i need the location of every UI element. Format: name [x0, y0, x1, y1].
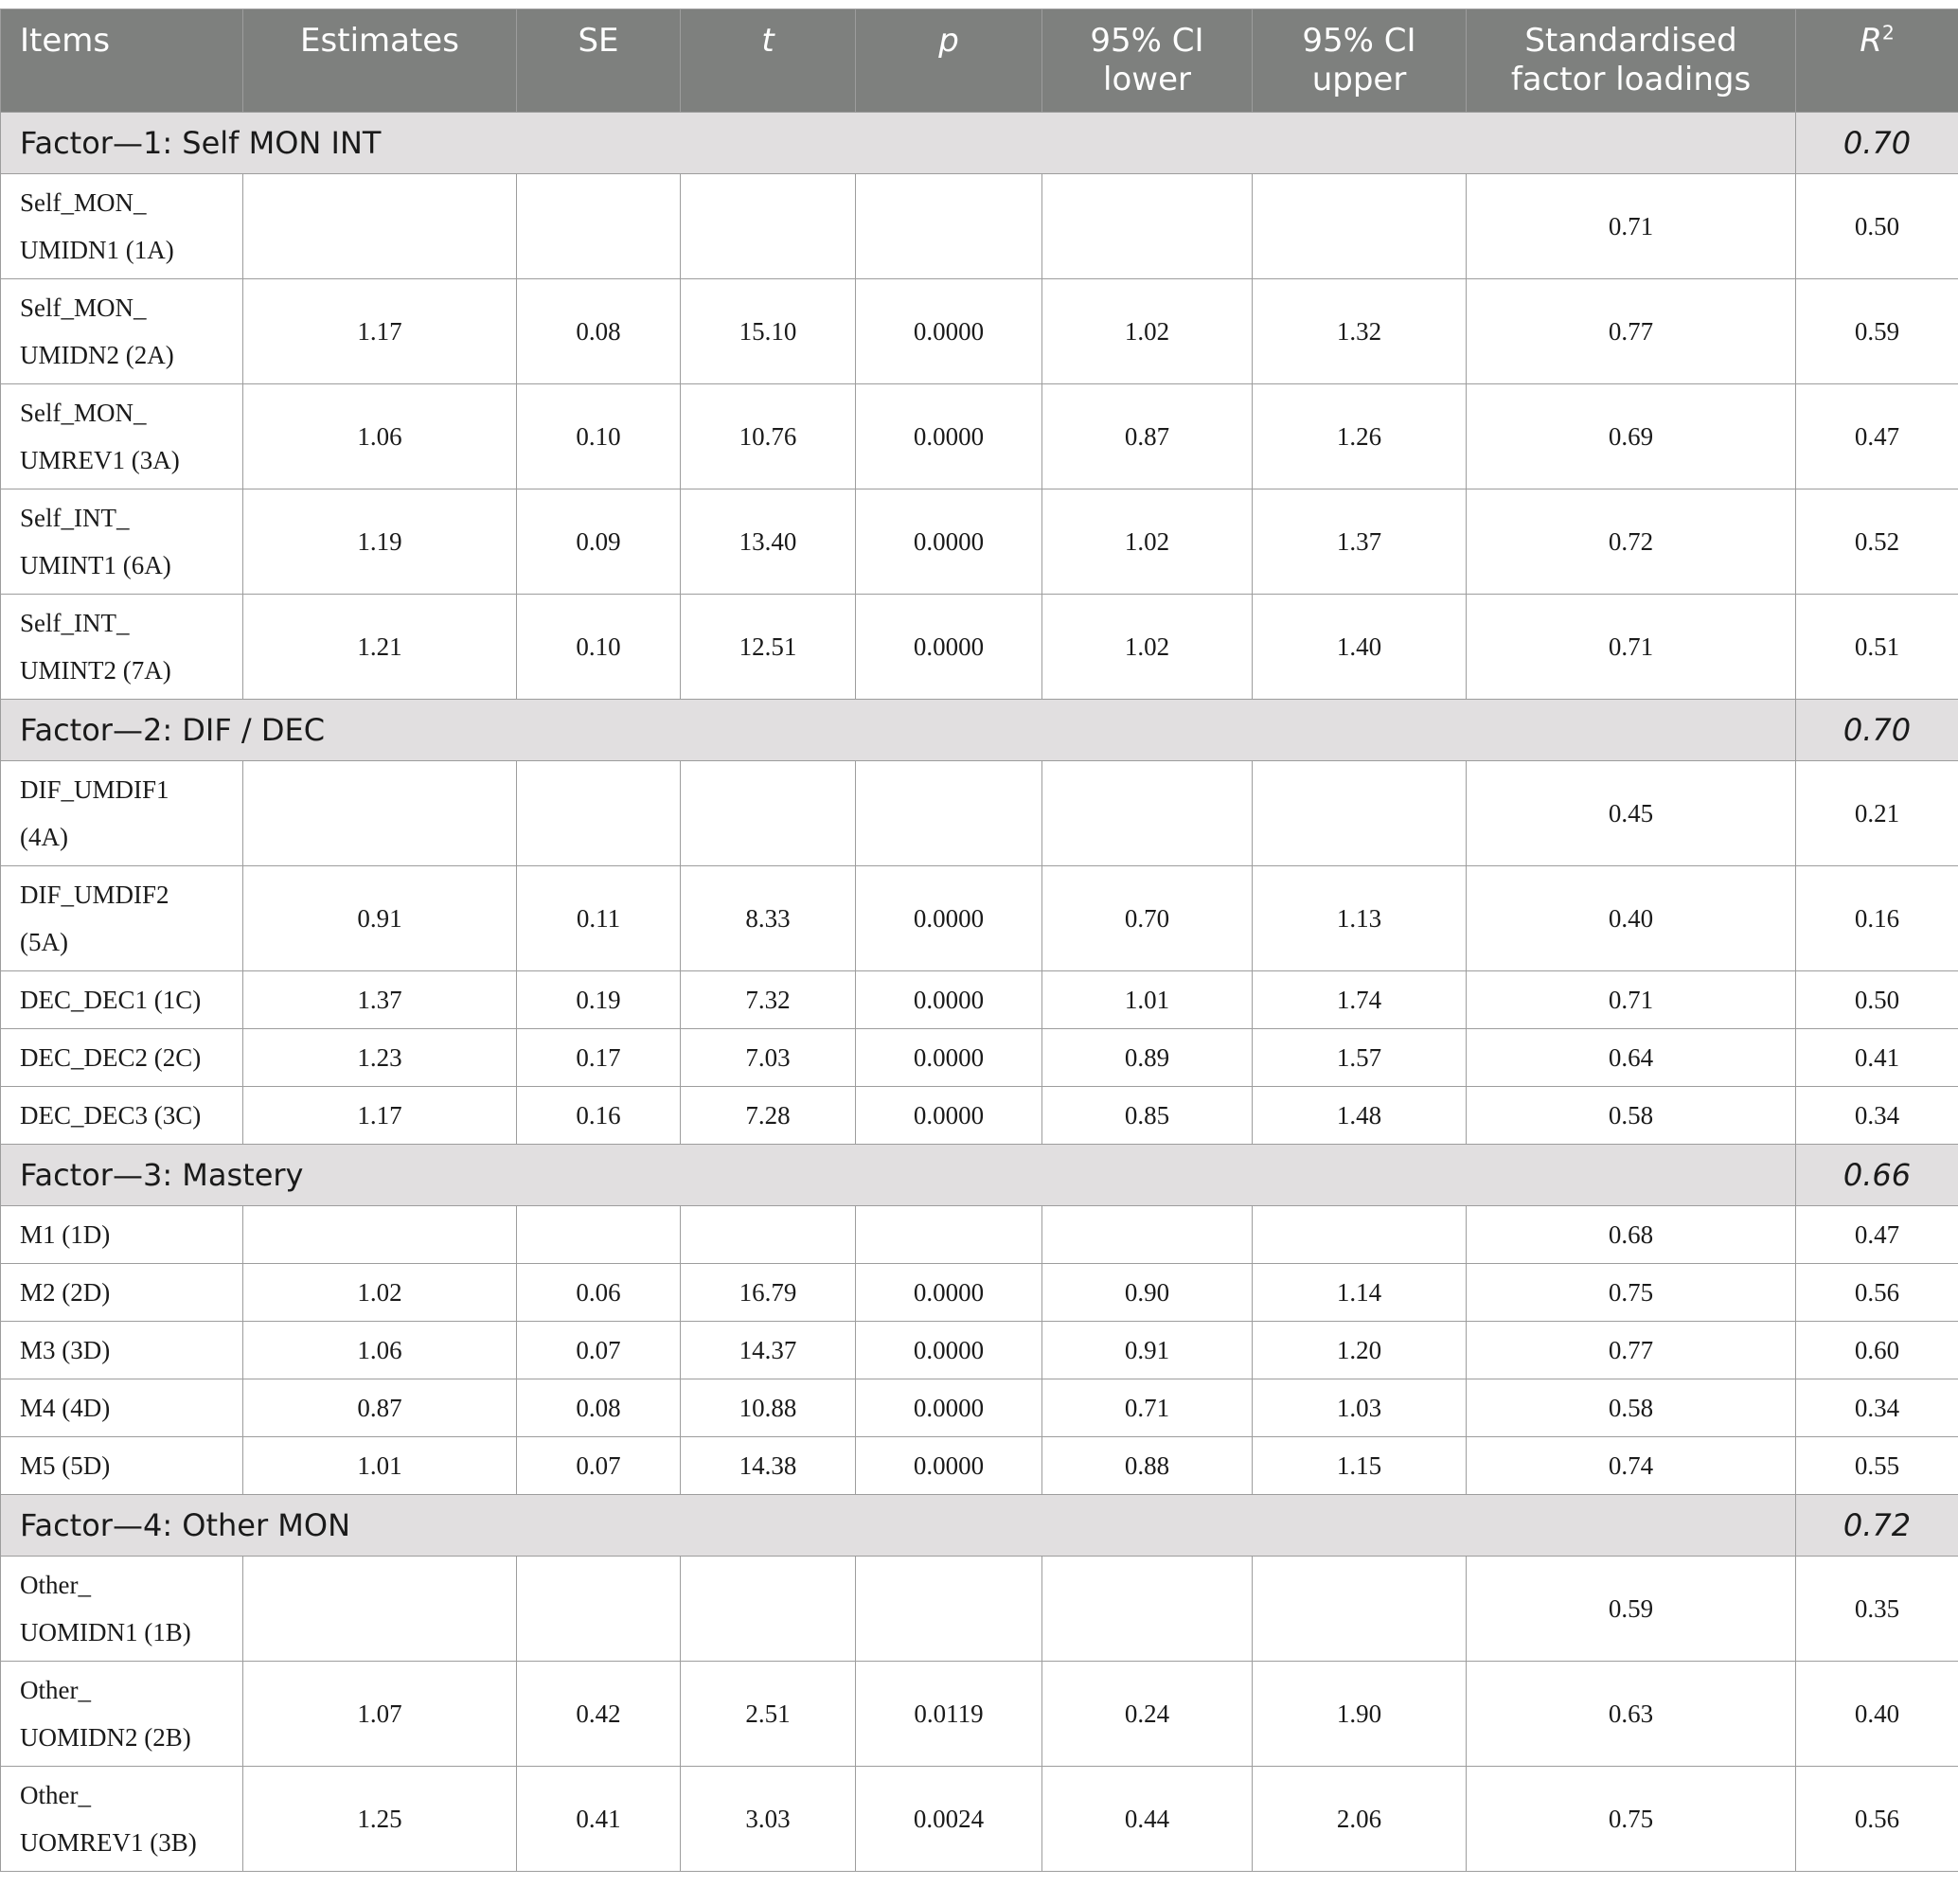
ci-upper-cell: 1.20 — [1253, 1322, 1467, 1379]
factor-r-squared: 0.70 — [1796, 113, 1958, 174]
item-line2: UMREV1 (3A) — [20, 446, 180, 474]
item-cell — [1, 866, 243, 971]
p-cell — [856, 174, 1042, 279]
ci-lower-cell: 0.70 — [1042, 866, 1253, 971]
std-loading-cell: 0.64 — [1467, 1029, 1796, 1087]
item-cell: M1 (1D) — [1, 1206, 243, 1264]
p-cell: 0.0000 — [856, 1029, 1042, 1087]
header-estimates: Estimates — [243, 9, 517, 113]
header-se: SE — [517, 9, 681, 113]
table-body — [1, 113, 1958, 1872]
estimate-cell — [243, 1206, 517, 1264]
header-ci-lower-line2: lower — [1103, 61, 1191, 98]
estimate-cell: 1.19 — [243, 489, 517, 595]
ci-lower-cell — [1042, 1557, 1253, 1662]
se-cell: 0.11 — [517, 866, 681, 971]
ci-lower-cell — [1042, 1206, 1253, 1264]
p-cell: 0.0000 — [856, 971, 1042, 1029]
p-cell — [856, 761, 1042, 866]
std-loading-cell: 0.58 — [1467, 1379, 1796, 1437]
ci-upper-cell: 1.37 — [1253, 489, 1467, 595]
item-cell — [1, 761, 243, 866]
std-loading-cell: 0.59 — [1467, 1557, 1796, 1662]
item-cell: M2 (2D) — [1, 1264, 243, 1322]
factor-row — [1, 113, 1958, 174]
factor-r-squared: 0.70 — [1796, 700, 1958, 761]
r-squared-cell: 0.55 — [1796, 1437, 1958, 1495]
estimate-cell — [243, 761, 517, 866]
item-line1: Self_MON_ — [20, 188, 147, 217]
header-ci-lower-line1: 95% CI — [1090, 22, 1203, 60]
std-loading-cell: 0.71 — [1467, 971, 1796, 1029]
item-cell: DEC_DEC2 (2C) — [1, 1029, 243, 1087]
factor-r-squared: 0.72 — [1796, 1495, 1958, 1557]
estimate-cell: 1.01 — [243, 1437, 517, 1495]
t-cell: 10.76 — [681, 384, 856, 489]
ci-upper-cell: 1.13 — [1253, 866, 1467, 971]
r-squared-cell: 0.50 — [1796, 971, 1958, 1029]
r-squared-cell: 0.34 — [1796, 1087, 1958, 1145]
se-cell: 0.07 — [517, 1437, 681, 1495]
table-row — [1, 279, 1958, 384]
factor-row — [1, 1495, 1958, 1557]
ci-upper-cell — [1253, 174, 1467, 279]
ci-upper-cell — [1253, 1557, 1467, 1662]
header-ci-upper-line1: 95% CI — [1302, 22, 1415, 60]
table-row — [1, 1557, 1958, 1662]
estimate-cell — [243, 174, 517, 279]
p-cell: 0.0000 — [856, 384, 1042, 489]
ci-upper-cell: 1.57 — [1253, 1029, 1467, 1087]
estimate-cell: 1.06 — [243, 384, 517, 489]
ci-upper-cell: 1.14 — [1253, 1264, 1467, 1322]
ci-upper-cell — [1253, 1206, 1467, 1264]
r-squared-cell: 0.35 — [1796, 1557, 1958, 1662]
r-squared-cell: 0.16 — [1796, 866, 1958, 971]
header-r2-label: R — [1860, 22, 1882, 60]
item-cell — [1, 279, 243, 384]
header-ci-upper-line2: upper — [1312, 61, 1407, 98]
table-row — [1, 866, 1958, 971]
p-cell — [856, 1206, 1042, 1264]
header-r-squared — [1796, 9, 1958, 113]
ci-upper-cell: 1.32 — [1253, 279, 1467, 384]
r-squared-cell: 0.47 — [1796, 384, 1958, 489]
item-line2: (4A) — [20, 823, 68, 851]
se-cell: 0.17 — [517, 1029, 681, 1087]
r-squared-cell: 0.59 — [1796, 279, 1958, 384]
std-loading-cell: 0.69 — [1467, 384, 1796, 489]
estimate-cell: 1.17 — [243, 279, 517, 384]
item-line2: UOMIDN1 (1B) — [20, 1618, 191, 1646]
factor-label: Factor—2: DIF / DEC — [1, 700, 1796, 761]
item-line1: Other_ — [20, 1571, 91, 1599]
r-squared-cell: 0.56 — [1796, 1264, 1958, 1322]
t-cell: 10.88 — [681, 1379, 856, 1437]
item-cell: M5 (5D) — [1, 1437, 243, 1495]
ci-lower-cell: 0.89 — [1042, 1029, 1253, 1087]
std-loading-cell: 0.58 — [1467, 1087, 1796, 1145]
item-line1: Self_MON_ — [20, 399, 147, 427]
factor-label: Factor—1: Self MON INT — [1, 113, 1796, 174]
table-row — [1, 1206, 1958, 1264]
table-row — [1, 1322, 1958, 1379]
r-squared-cell: 0.50 — [1796, 174, 1958, 279]
r-squared-cell: 0.40 — [1796, 1662, 1958, 1767]
ci-lower-cell: 0.91 — [1042, 1322, 1253, 1379]
item-cell — [1, 1767, 243, 1872]
item-cell — [1, 384, 243, 489]
ci-lower-cell: 0.85 — [1042, 1087, 1253, 1145]
p-cell: 0.0000 — [856, 1264, 1042, 1322]
item-line2: UOMREV1 (3B) — [20, 1828, 197, 1857]
ci-lower-cell: 1.01 — [1042, 971, 1253, 1029]
item-cell: M4 (4D) — [1, 1379, 243, 1437]
table-header — [1, 9, 1958, 113]
t-cell: 8.33 — [681, 866, 856, 971]
r-squared-cell: 0.60 — [1796, 1322, 1958, 1379]
item-line1: Other_ — [20, 1676, 91, 1704]
table-row — [1, 1437, 1958, 1495]
item-cell: DEC_DEC3 (3C) — [1, 1087, 243, 1145]
ci-upper-cell: 1.48 — [1253, 1087, 1467, 1145]
ci-lower-cell: 0.90 — [1042, 1264, 1253, 1322]
table-row — [1, 1379, 1958, 1437]
se-cell: 0.08 — [517, 1379, 681, 1437]
estimate-cell: 1.06 — [243, 1322, 517, 1379]
t-cell: 14.37 — [681, 1322, 856, 1379]
t-cell: 15.10 — [681, 279, 856, 384]
std-loading-cell: 0.77 — [1467, 279, 1796, 384]
r-squared-cell: 0.56 — [1796, 1767, 1958, 1872]
item-line2: UOMIDN2 (2B) — [20, 1723, 191, 1752]
se-cell — [517, 761, 681, 866]
p-cell: 0.0000 — [856, 1322, 1042, 1379]
header-t-label: t — [761, 22, 774, 60]
ci-upper-cell: 2.06 — [1253, 1767, 1467, 1872]
r-squared-cell: 0.34 — [1796, 1379, 1958, 1437]
item-cell — [1, 1662, 243, 1767]
se-cell — [517, 174, 681, 279]
se-cell: 0.42 — [517, 1662, 681, 1767]
r-squared-cell: 0.21 — [1796, 761, 1958, 866]
p-cell: 0.0000 — [856, 279, 1042, 384]
p-cell: 0.0000 — [856, 1437, 1042, 1495]
p-cell: 0.0000 — [856, 1087, 1042, 1145]
table-row — [1, 1029, 1958, 1087]
r-squared-cell: 0.47 — [1796, 1206, 1958, 1264]
std-loading-cell: 0.71 — [1467, 174, 1796, 279]
estimate-cell: 0.91 — [243, 866, 517, 971]
item-line2: (5A) — [20, 928, 68, 956]
t-cell: 13.40 — [681, 489, 856, 595]
ci-lower-cell: 1.02 — [1042, 595, 1253, 700]
t-cell — [681, 1557, 856, 1662]
ci-lower-cell: 0.87 — [1042, 384, 1253, 489]
header-r2-superscript: 2 — [1882, 22, 1895, 44]
std-loading-cell: 0.75 — [1467, 1264, 1796, 1322]
t-cell — [681, 1206, 856, 1264]
factor-row — [1, 1145, 1958, 1206]
item-cell — [1, 489, 243, 595]
se-cell: 0.19 — [517, 971, 681, 1029]
estimate-cell: 1.25 — [243, 1767, 517, 1872]
item-cell — [1, 1557, 243, 1662]
ci-upper-cell: 1.03 — [1253, 1379, 1467, 1437]
ci-upper-cell — [1253, 761, 1467, 866]
header-items: Items — [1, 9, 243, 113]
item-line2: UMINT1 (6A) — [20, 551, 171, 579]
item-line1: Self_INT_ — [20, 609, 129, 637]
item-line2: UMIDN2 (2A) — [20, 341, 174, 369]
item-line2: UMIDN1 (1A) — [20, 236, 174, 264]
table-row — [1, 174, 1958, 279]
ci-upper-cell: 1.74 — [1253, 971, 1467, 1029]
ci-upper-cell: 1.40 — [1253, 595, 1467, 700]
ci-upper-cell: 1.15 — [1253, 1437, 1467, 1495]
t-cell: 7.28 — [681, 1087, 856, 1145]
std-loading-cell: 0.40 — [1467, 866, 1796, 971]
se-cell: 0.07 — [517, 1322, 681, 1379]
item-line1: DIF_UMDIF2 — [20, 881, 169, 909]
std-loading-cell: 0.77 — [1467, 1322, 1796, 1379]
r-squared-cell: 0.51 — [1796, 595, 1958, 700]
p-cell: 0.0119 — [856, 1662, 1042, 1767]
table-row — [1, 1264, 1958, 1322]
item-cell — [1, 595, 243, 700]
table-row — [1, 1087, 1958, 1145]
se-cell — [517, 1206, 681, 1264]
ci-upper-cell: 1.26 — [1253, 384, 1467, 489]
table-row — [1, 489, 1958, 595]
factor-label: Factor—4: Other MON — [1, 1495, 1796, 1557]
header-standardised-loadings — [1467, 9, 1796, 113]
item-line1: Self_MON_ — [20, 294, 147, 322]
factor-label: Factor—3: Mastery — [1, 1145, 1796, 1206]
ci-lower-cell: 0.44 — [1042, 1767, 1253, 1872]
p-cell — [856, 1557, 1042, 1662]
ci-upper-cell: 1.90 — [1253, 1662, 1467, 1767]
estimate-cell — [243, 1557, 517, 1662]
t-cell: 16.79 — [681, 1264, 856, 1322]
estimate-cell: 1.17 — [243, 1087, 517, 1145]
std-loading-cell: 0.45 — [1467, 761, 1796, 866]
std-loading-cell: 0.63 — [1467, 1662, 1796, 1767]
p-cell: 0.0000 — [856, 595, 1042, 700]
se-cell: 0.09 — [517, 489, 681, 595]
estimate-cell: 0.87 — [243, 1379, 517, 1437]
se-cell: 0.41 — [517, 1767, 681, 1872]
table-row — [1, 1767, 1958, 1872]
estimate-cell: 1.07 — [243, 1662, 517, 1767]
cfa-results-table — [0, 9, 1958, 1872]
header-p — [856, 9, 1042, 113]
table-row — [1, 761, 1958, 866]
se-cell: 0.06 — [517, 1264, 681, 1322]
std-loading-cell: 0.68 — [1467, 1206, 1796, 1264]
se-cell: 0.10 — [517, 595, 681, 700]
t-cell: 3.03 — [681, 1767, 856, 1872]
r-squared-cell: 0.52 — [1796, 489, 1958, 595]
p-cell: 0.0024 — [856, 1767, 1042, 1872]
std-loading-cell: 0.72 — [1467, 489, 1796, 595]
ci-lower-cell: 0.71 — [1042, 1379, 1253, 1437]
p-cell: 0.0000 — [856, 866, 1042, 971]
t-cell: 12.51 — [681, 595, 856, 700]
std-loading-cell: 0.75 — [1467, 1767, 1796, 1872]
t-cell — [681, 761, 856, 866]
ci-lower-cell: 0.24 — [1042, 1662, 1253, 1767]
t-cell — [681, 174, 856, 279]
se-cell: 0.16 — [517, 1087, 681, 1145]
t-cell: 7.32 — [681, 971, 856, 1029]
factor-row — [1, 700, 1958, 761]
std-loading-cell: 0.74 — [1467, 1437, 1796, 1495]
item-cell — [1, 174, 243, 279]
estimate-cell: 1.02 — [243, 1264, 517, 1322]
item-cell: DEC_DEC1 (1C) — [1, 971, 243, 1029]
ci-lower-cell: 0.88 — [1042, 1437, 1253, 1495]
header-std-line1: Standardised — [1524, 22, 1736, 60]
ci-lower-cell — [1042, 761, 1253, 866]
t-cell: 7.03 — [681, 1029, 856, 1087]
header-ci-upper — [1253, 9, 1467, 113]
ci-lower-cell — [1042, 174, 1253, 279]
p-cell: 0.0000 — [856, 489, 1042, 595]
ci-lower-cell: 1.02 — [1042, 489, 1253, 595]
item-line1: Self_INT_ — [20, 504, 129, 532]
item-line1: DIF_UMDIF1 — [20, 775, 169, 804]
item-line1: Other_ — [20, 1781, 91, 1809]
header-std-line2: factor loadings — [1511, 61, 1751, 98]
factor-r-squared: 0.66 — [1796, 1145, 1958, 1206]
table-row — [1, 971, 1958, 1029]
item-cell: M3 (3D) — [1, 1322, 243, 1379]
ci-lower-cell: 1.02 — [1042, 279, 1253, 384]
se-cell: 0.10 — [517, 384, 681, 489]
p-cell: 0.0000 — [856, 1379, 1042, 1437]
header-t — [681, 9, 856, 113]
estimate-cell: 1.37 — [243, 971, 517, 1029]
std-loading-cell: 0.71 — [1467, 595, 1796, 700]
header-p-label: p — [938, 22, 959, 60]
table-row — [1, 1662, 1958, 1767]
t-cell: 2.51 — [681, 1662, 856, 1767]
header-ci-lower — [1042, 9, 1253, 113]
estimate-cell: 1.21 — [243, 595, 517, 700]
r-squared-cell: 0.41 — [1796, 1029, 1958, 1087]
table-row — [1, 384, 1958, 489]
estimate-cell: 1.23 — [243, 1029, 517, 1087]
se-cell — [517, 1557, 681, 1662]
se-cell: 0.08 — [517, 279, 681, 384]
t-cell: 14.38 — [681, 1437, 856, 1495]
table-row — [1, 595, 1958, 700]
item-line2: UMINT2 (7A) — [20, 656, 171, 685]
